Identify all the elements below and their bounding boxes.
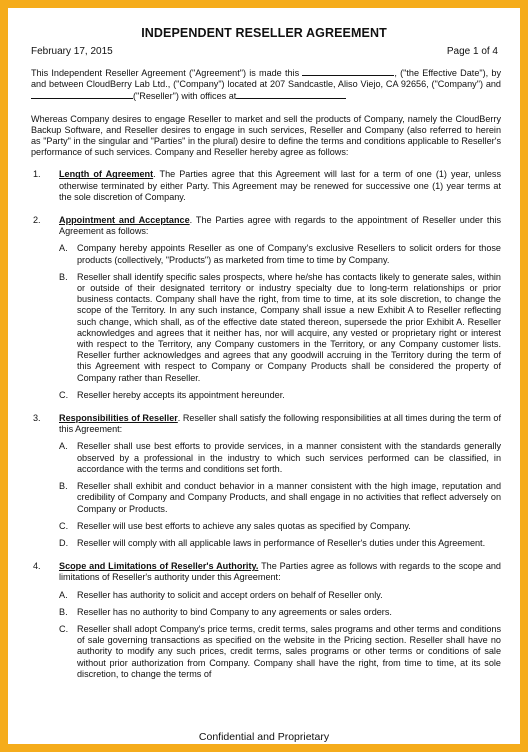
- document-title: INDEPENDENT RESELLER AGREEMENT: [141, 26, 387, 40]
- section-3: [31, 413, 501, 549]
- item-text: Reseller has no authority to bind Company to any agreements or sales orders.: [77, 606, 392, 617]
- item-letter: B.: [59, 606, 68, 617]
- section-title: Appointment and Acceptance: [59, 215, 190, 226]
- section-number: 2.: [33, 215, 41, 226]
- section-title: Responsibilities of Reseller: [59, 413, 178, 424]
- item-letter: A.: [59, 243, 68, 254]
- list-item: [59, 624, 501, 680]
- section-number: 4.: [33, 561, 41, 572]
- item-text: Company hereby appoints Reseller as one of Company's exclusive Resellers to solicit orders for those products (collectively, "Products") as marketed from time to time by Company.: [77, 243, 501, 265]
- item-letter: A.: [59, 589, 68, 600]
- item-letter: C.: [59, 520, 69, 531]
- item-text: Reseller shall use best efforts to provide services, in a manner consistent with the standards generally observed by a professional in the industry to which such services performed can be classified, in accordance with the terms and conditions set forth.: [77, 441, 501, 474]
- section-paragraph: [59, 561, 501, 583]
- section-number: 1.: [33, 169, 41, 180]
- section-text: . The Parties agree with regards to the appointment of Reseller under this Agreement as follows:: [59, 215, 501, 237]
- list-item: [59, 590, 501, 601]
- intro-text-3: ("Reseller") with offices at: [133, 91, 237, 102]
- section-paragraph: [59, 169, 501, 203]
- section-number: 3.: [33, 413, 41, 424]
- date-blank-line: [302, 67, 394, 76]
- section-paragraph: [59, 215, 501, 237]
- list-item: [59, 607, 501, 618]
- section-1: [31, 169, 501, 203]
- intro-text-2: , ("the Effective Date"), by and between CloudBerry Lab Ltd., ("Company") located at 207 Sandcastle, Aliso Viejo, CA 92656, ("Company") and: [31, 68, 501, 90]
- section-body: [59, 413, 501, 549]
- section-body: [59, 169, 501, 203]
- section-2: [31, 215, 501, 401]
- section-body: [59, 215, 501, 401]
- item-letter: A.: [59, 441, 68, 452]
- page-indicator: Page 1 of 4: [446, 46, 498, 57]
- section-paragraph: [59, 413, 501, 435]
- list-item: [59, 390, 501, 401]
- section-title: Scope and Limitations of Reseller's Authority.: [59, 561, 259, 572]
- item-text: Reseller will use best efforts to achieve any sales quotas as specified by Company.: [77, 520, 411, 531]
- section-text: The Parties agree as follows with regards to the scope and limitations of Reseller's authority under this Agreement:: [59, 561, 501, 583]
- item-text: Reseller has authority to solicit and accept orders on behalf of Reseller only.: [77, 589, 383, 600]
- document-page: [8, 8, 520, 744]
- intro-paragraph: [31, 67, 501, 103]
- reseller-name-blank-line: [31, 90, 133, 99]
- item-letter: C.: [59, 623, 69, 634]
- section-4: [31, 561, 501, 680]
- item-letter: B.: [59, 481, 68, 492]
- item-letter: B.: [59, 271, 68, 282]
- list-item: [59, 521, 501, 532]
- list-item: [59, 272, 501, 384]
- document-body: [31, 67, 501, 686]
- item-letter: C.: [59, 389, 69, 400]
- reseller-address-blank-line: [236, 90, 346, 99]
- document-date: February 17, 2015: [31, 46, 113, 57]
- item-letter: D.: [59, 537, 69, 548]
- list-item: [59, 441, 501, 475]
- item-text: Reseller shall adopt Company's price terms, credit terms, sales programs and other terms and conditions of sale governing transactions as specified on the website in the Pricing section. Reseller shall have no authority to modify any such prices, credit terms, sales programs or other terms or conditions of sale without prior authorization from Company. Company shall have the right, from time to time, at its sole discretion, to change the terms of: [77, 623, 501, 679]
- section-body: [59, 561, 501, 680]
- section-text: . Reseller shall satisfy the following responsibilities at all times during the term of this Agreement:: [59, 413, 501, 435]
- intro-text-1: This Independent Reseller Agreement ("Agreement") is made this: [31, 68, 300, 78]
- item-text: Reseller will comply with all applicable laws in performance of Reseller's duties under this Agreement.: [77, 537, 486, 548]
- list-item: [59, 538, 501, 549]
- list-item: [59, 243, 501, 265]
- item-text: Reseller hereby accepts its appointment hereunder.: [77, 389, 285, 400]
- document-footer: Confidential and Proprietary: [198, 731, 330, 743]
- whereas-paragraph: Whereas Company desires to engage Reseller to market and sell the products of Company, namely the CloudBerry Backup Software, and Reseller desires to engage in such services, Reseller and Company (also referred to herein as "Party" in the singular and "Parties" in the plural) desire to define the terms and conditions applicable to Reseller's performance of such services. Company and Reseller hereby agree as follows:: [31, 113, 501, 158]
- item-text: Reseller shall identify specific sales prospects, where he/she has contacts likely to generate sales, within or outside of their designated territory or industry specialty due to long-term relationships or prior business contacts. Company shall have the right, from time to time, at its sole discretion, to change the scope of the Territory. In any such instance, Company shall issue a new Exhibit A to Reseller reflecting such change, which shall, as of the effective date stated thereon, supersede the prior Exhibit A. Reseller acknowledges and agrees that it neither has, nor will acquire, any vested or proprietary right or interest with respect to the Territory, any Company customers in the Territory, or any Company customer lists. Reseller further acknowledges and agrees that any goodwill accruing in the Territory during the term of this Agreement with respect to Company or Company Products shall be considered the property of Company rather than Reseller.: [77, 271, 501, 383]
- item-text: Reseller shall exhibit and conduct behavior in a manner consistent with the high image, reputation and credibility of Company and Company Products, and shall engage in no activities that reflect adversely on Company or Products.: [77, 481, 501, 514]
- section-text: . The Parties agree that this Agreement will last for a term of one (1) year, unless otherwise terminated by either Party. This Agreement may be renewed for successive one (1) year terms at the sole discretion of Company.: [59, 169, 502, 202]
- section-title: Length of Agreement: [59, 169, 154, 180]
- list-item: [59, 481, 501, 515]
